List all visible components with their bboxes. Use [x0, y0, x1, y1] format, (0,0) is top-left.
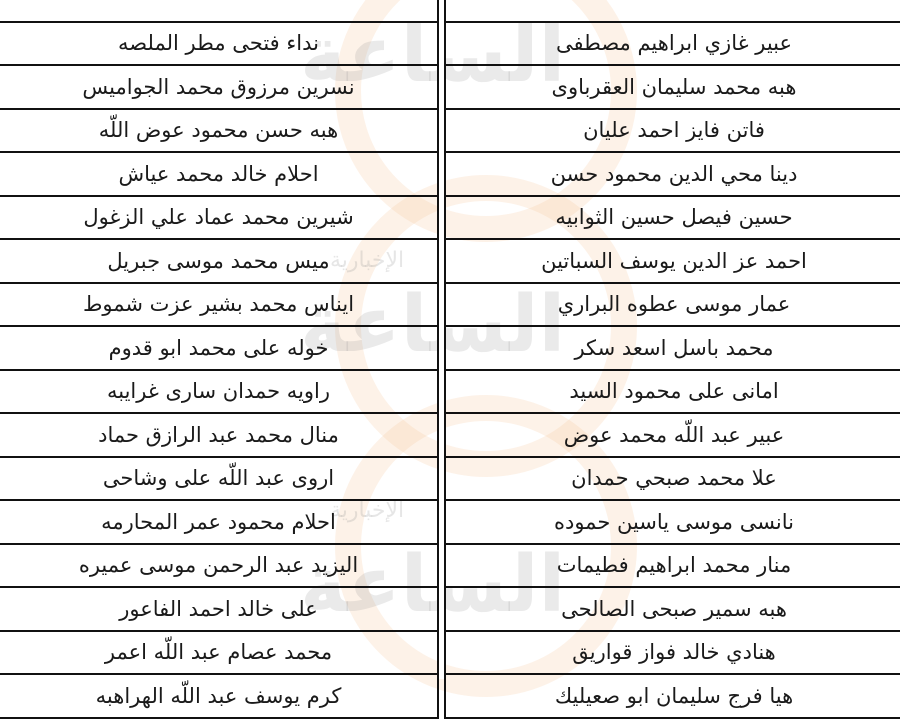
table-row	[0, 501, 900, 545]
name-cell-right: عبير غازي ابراهيم مصطفى	[444, 23, 900, 67]
table-row	[0, 110, 900, 154]
name-cell-left: خوله على محمد ابو قدوم	[0, 327, 439, 371]
name-cell-right: دينا محي الدين محمود حسن	[444, 153, 900, 197]
name-cell-right: هنادي خالد فواز قواريق	[444, 632, 900, 676]
table-row	[0, 545, 900, 589]
name-cell-right: هبه سمير صبحى الصالحى	[444, 588, 900, 632]
name-cell-right: هبه محمد سليمان العقرباوى	[444, 66, 900, 110]
name-cell-right: محمد باسل اسعد سكر	[444, 327, 900, 371]
name-cell-left: راويه حمدان سارى غرايبه	[0, 371, 439, 415]
name-cell-right: عبير عبد اللّه محمد عوض	[444, 414, 900, 458]
name-cell-right: نانسى موسى ياسين حموده	[444, 501, 900, 545]
name-cell-right: عمار موسى عطوه البراري	[444, 284, 900, 328]
watermark-logo-text-middle: الساعة	[300, 280, 566, 370]
table-row	[0, 0, 900, 23]
name-cell-left: نسرين مرزوق محمد الجواميس	[0, 66, 439, 110]
name-cell-left: احلام محمود عمر المحارمه	[0, 501, 439, 545]
table-row	[0, 458, 900, 502]
name-cell-right	[444, 0, 900, 23]
table-row	[0, 197, 900, 241]
name-cell-left: كرم يوسف عبد اللّه الهراهبه	[0, 675, 439, 719]
name-cell-right: امانى على محمود السيد	[444, 371, 900, 415]
table-row	[0, 23, 900, 67]
table-row	[0, 371, 900, 415]
table-row	[0, 327, 900, 371]
table-row	[0, 66, 900, 110]
name-cell-right: حسين فيصل حسين الثوابيه	[444, 197, 900, 241]
name-cell-right: علا محمد صبحي حمدان	[444, 458, 900, 502]
table-row	[0, 240, 900, 284]
name-cell-left: محمد عصام عبد اللّه اعمر	[0, 632, 439, 676]
table-row	[0, 632, 900, 676]
name-cell-right: منار محمد ابراهيم فطيمات	[444, 545, 900, 589]
name-cell-right: هيا فرج سليمان ابو صعيليك	[444, 675, 900, 719]
name-cell-left: ايناس محمد بشير عزت شموط	[0, 284, 439, 328]
name-cell-left: اليزيد عبد الرحمن موسى عميره	[0, 545, 439, 589]
watermark-subtitle-lower: الإخبارية	[330, 498, 405, 523]
name-cell-left: هبه حسن محمود عوض اللّه	[0, 110, 439, 154]
table-row	[0, 588, 900, 632]
name-cell-right: احمد عز الدين يوسف السباتين	[444, 240, 900, 284]
name-cell-left: نداء فتحى مطر الملصه	[0, 23, 439, 67]
watermark-logo-text-top: الساعة	[300, 10, 566, 100]
name-cell-left: على خالد احمد الفاعور	[0, 588, 439, 632]
name-cell-left: شيرين محمد عماد علي الزغول	[0, 197, 439, 241]
table-row	[0, 414, 900, 458]
name-cell-left: اروى عبد اللّه على وشاحى	[0, 458, 439, 502]
table-row	[0, 153, 900, 197]
name-cell-left	[0, 0, 439, 23]
table-row	[0, 675, 900, 719]
watermark-logo-text-lower: الساعة	[300, 540, 566, 630]
name-cell-right: فاتن فايز احمد عليان	[444, 110, 900, 154]
name-cell-left: احلام خالد محمد عياش	[0, 153, 439, 197]
table-row	[0, 284, 900, 328]
name-cell-left: ميس محمد موسى جبريل	[0, 240, 439, 284]
name-cell-left: منال محمد عبد الرازق حماد	[0, 414, 439, 458]
watermark-subtitle-middle: الإخبارية	[330, 248, 405, 273]
